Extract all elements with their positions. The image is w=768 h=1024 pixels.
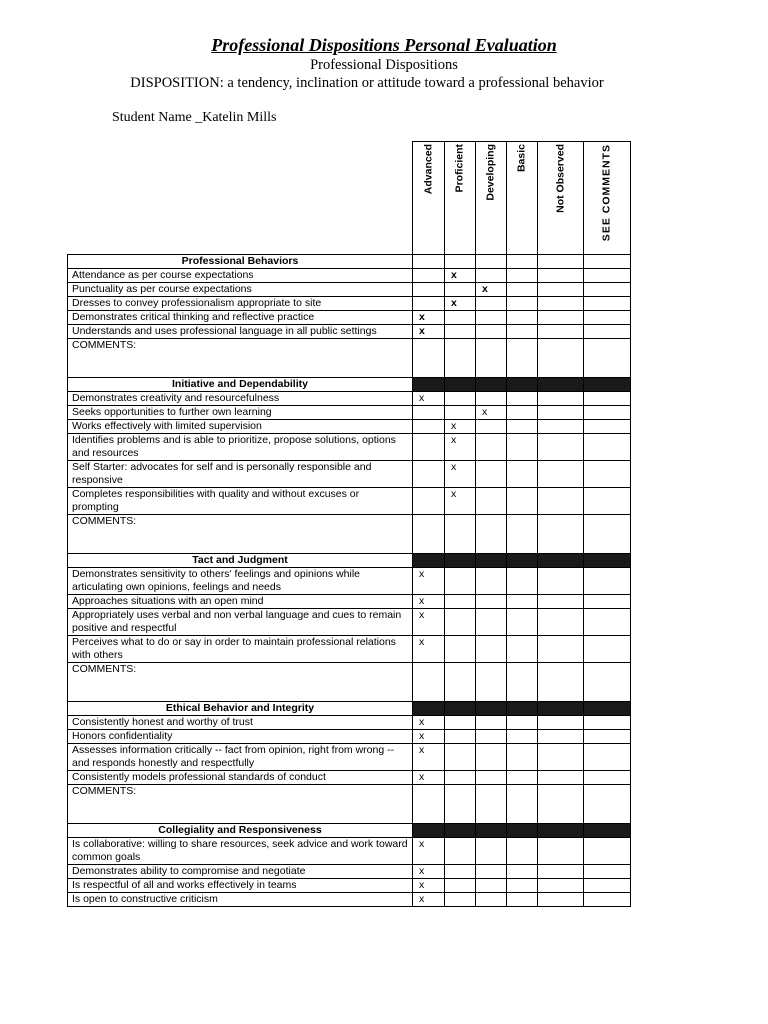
section-header-cell [584,255,631,269]
rating-mark-cell [584,311,631,325]
comments-cell [476,785,507,824]
rating-mark-cell [413,297,445,311]
rating-mark-cell [476,730,507,744]
rating-mark-cell [476,568,507,595]
rating-mark-cell [507,283,538,297]
rating-mark-cell [445,636,476,663]
section-header-cell [413,378,445,392]
section-header-cell [413,255,445,269]
comments-cell [507,785,538,824]
criterion-row [68,461,631,488]
rating-mark-cell [445,716,476,730]
criterion-text: Assesses information critically -- fact from opinion, right from wrong -- and responds honestly and respectfully [68,744,413,771]
rating-mark-cell [538,568,584,595]
section-title: Tact and Judgment [68,554,413,568]
comments-label: COMMENTS: [68,663,413,702]
rating-mark-cell [538,461,584,488]
rating-mark-cell [584,838,631,865]
rating-mark-cell [476,488,507,515]
rating-mark-cell [584,636,631,663]
rating-mark-cell: x [413,865,445,879]
rating-mark-cell [507,434,538,461]
rating-mark-cell [584,771,631,785]
criterion-text: Approaches situations with an open mind [68,595,413,609]
section-title: Ethical Behavior and Integrity [68,702,413,716]
rating-mark-cell [476,434,507,461]
rating-mark-cell [476,325,507,339]
rating-mark-cell [445,730,476,744]
rating-mark-cell [445,744,476,771]
criterion-row [68,568,631,595]
section-header-cell [476,702,507,716]
comments-cell [507,663,538,702]
rating-mark-cell [507,636,538,663]
criterion-row [68,269,631,283]
rating-mark-cell [413,461,445,488]
rating-mark-cell: x [413,595,445,609]
criterion-text: Consistently models professional standards of conduct [68,771,413,785]
rating-mark-cell [476,420,507,434]
rating-mark-cell [538,838,584,865]
rating-mark-cell: x [413,568,445,595]
rating-mark-cell [507,406,538,420]
criterion-text: Completes responsibilities with quality and without excuses or prompting [68,488,413,515]
rating-mark-cell [507,392,538,406]
rating-mark-cell [507,461,538,488]
section-header-cell [507,255,538,269]
comments-cell [507,339,538,378]
rating-mark-cell [413,283,445,297]
column-label-basic: Basic [515,144,528,173]
criterion-text: Honors confidentiality [68,730,413,744]
rating-mark-cell [476,609,507,636]
rating-mark-cell: x [413,893,445,907]
rating-mark-cell [584,461,631,488]
section-header-cell [584,554,631,568]
rating-mark-cell: x [413,311,445,325]
criterion-row [68,716,631,730]
section-header-cell [413,702,445,716]
comments-cell [584,785,631,824]
rating-mark-cell [445,406,476,420]
section-header-cell [507,702,538,716]
rating-mark-cell [584,730,631,744]
section-header-row [68,702,631,716]
criterion-row [68,283,631,297]
rating-mark-cell [476,269,507,283]
section-header-cell [445,824,476,838]
comments-cell [538,785,584,824]
rating-mark-cell [584,488,631,515]
rating-mark-cell [538,730,584,744]
rating-mark-cell [584,865,631,879]
rating-mark-cell: x [413,771,445,785]
comments-row [68,663,631,702]
rating-mark-cell [445,311,476,325]
section-header-cell [476,824,507,838]
rating-mark-cell [584,297,631,311]
criterion-row [68,609,631,636]
criterion-row [68,325,631,339]
section-header-cell [538,554,584,568]
rating-mark-cell [476,716,507,730]
rating-mark-cell [538,297,584,311]
rating-mark-cell: x [445,461,476,488]
comments-cell [476,663,507,702]
rating-mark-cell: x [445,297,476,311]
rating-mark-cell [507,771,538,785]
comments-cell [538,339,584,378]
rating-mark-cell: x [413,744,445,771]
student-name: Student Name _Katelin Mills [112,110,277,125]
rating-mark-cell [507,488,538,515]
criterion-row [68,893,631,907]
criterion-row [68,311,631,325]
rating-mark-cell [584,893,631,907]
rating-mark-cell [538,609,584,636]
criterion-text: Demonstrates sensitivity to others' feelings and opinions while articulating own opinions, feelings and needs [68,568,413,595]
rating-mark-cell [538,392,584,406]
section-header-cell [445,554,476,568]
column-header-see-comments [584,142,631,255]
column-label-advanced: Advanced [422,144,434,195]
rating-mark-cell [413,269,445,283]
rating-mark-cell [476,744,507,771]
rating-mark-cell [476,636,507,663]
comments-cell [538,515,584,554]
rating-mark-cell [445,283,476,297]
rating-mark-cell [584,595,631,609]
rating-mark-cell [584,406,631,420]
rating-mark-cell [507,716,538,730]
criterion-row [68,730,631,744]
rating-mark-cell [538,744,584,771]
section-header-cell [584,824,631,838]
section-header-row [68,255,631,269]
criterion-text: Works effectively with limited supervision [68,420,413,434]
section-header-cell [538,378,584,392]
criterion-text: Demonstrates ability to compromise and negotiate [68,865,413,879]
rating-mark-cell [476,865,507,879]
comments-cell [413,515,445,554]
rating-mark-cell: x [413,636,445,663]
criterion-text: Identifies problems and is able to prioritize, propose solutions, options and resources [68,434,413,461]
disposition-definition: DISPOSITION: a tendency, inclination or attitude toward a professional behavior [130,75,604,91]
column-header-not-observed [538,142,584,255]
section-header-cell [584,702,631,716]
section-header-cell [538,702,584,716]
rating-mark-cell [538,283,584,297]
rating-mark-cell [445,325,476,339]
criterion-row [68,297,631,311]
rating-mark-cell: x [476,406,507,420]
rating-mark-cell [538,269,584,283]
comments-cell [413,339,445,378]
column-header-basic [507,142,538,255]
rating-mark-cell [584,879,631,893]
rating-mark-cell [445,771,476,785]
rating-mark-cell [413,434,445,461]
rating-mark-cell [507,269,538,283]
rating-mark-cell [476,461,507,488]
criterion-text: Perceives what to do or say in order to maintain professional relations with others [68,636,413,663]
rating-mark-cell [507,879,538,893]
criterion-text: Self Starter: advocates for self and is personally responsible and responsive [68,461,413,488]
comments-cell [584,663,631,702]
rating-mark-cell: x [413,730,445,744]
rating-mark-cell [538,716,584,730]
comments-cell [476,339,507,378]
rating-mark-cell [507,595,538,609]
comments-label: COMMENTS: [68,515,413,554]
comments-row [68,515,631,554]
comments-cell [413,663,445,702]
evaluation-table [67,141,631,907]
rating-mark-cell [476,838,507,865]
rating-mark-cell [538,420,584,434]
rating-mark-cell [584,392,631,406]
comments-cell [445,785,476,824]
criterion-text: Is open to constructive criticism [68,893,413,907]
section-header-cell [445,255,476,269]
rating-mark-cell: x [445,420,476,434]
rating-mark-cell [584,744,631,771]
rating-mark-cell [538,865,584,879]
rating-mark-cell [476,771,507,785]
rating-mark-cell [507,297,538,311]
section-header-cell [445,702,476,716]
rating-mark-cell [538,406,584,420]
column-header-developing [476,142,507,255]
comments-row [68,785,631,824]
section-header-cell [538,255,584,269]
section-header-cell [507,378,538,392]
rating-mark-cell [413,406,445,420]
rating-mark-cell [476,392,507,406]
rating-mark-cell [538,636,584,663]
comments-label: COMMENTS: [68,785,413,824]
rating-mark-cell: x [445,434,476,461]
criterion-row [68,744,631,771]
rating-mark-cell [584,568,631,595]
rating-mark-cell [507,838,538,865]
rating-mark-cell [507,325,538,339]
section-header-cell [413,554,445,568]
rating-mark-cell: x [445,269,476,283]
rating-mark-cell [445,865,476,879]
rating-mark-cell [507,730,538,744]
section-header-cell [413,824,445,838]
comments-cell [507,515,538,554]
comments-label: COMMENTS: [68,339,413,378]
comments-cell [445,339,476,378]
criterion-text: Appropriately uses verbal and non verbal language and cues to remain positive and respectful [68,609,413,636]
comments-cell [476,515,507,554]
rating-mark-cell [507,420,538,434]
criterion-row [68,636,631,663]
section-header-cell [507,824,538,838]
column-header-advanced [413,142,445,255]
rating-mark-cell [538,311,584,325]
rating-mark-cell [584,609,631,636]
rating-mark-cell [584,325,631,339]
rating-mark-cell [538,434,584,461]
rating-mark-cell [584,434,631,461]
document-title: Professional Dispositions Personal Evaluation [211,35,557,55]
section-title: Collegiality and Responsiveness [68,824,413,838]
rating-mark-cell: x [476,283,507,297]
column-label-proficient: Proficient [453,144,466,193]
criterion-row [68,406,631,420]
criterion-row [68,838,631,865]
section-title: Professional Behaviors [68,255,413,269]
rating-mark-cell [476,879,507,893]
criterion-row [68,488,631,515]
rating-mark-cell [476,893,507,907]
rating-mark-cell [413,488,445,515]
rating-mark-cell: x [413,716,445,730]
rating-mark-cell [507,865,538,879]
comments-cell [445,663,476,702]
criterion-row [68,595,631,609]
rating-mark-cell [538,771,584,785]
section-header-cell [584,378,631,392]
comments-cell [413,785,445,824]
comments-cell [445,515,476,554]
section-header-cell [507,554,538,568]
rating-mark-cell [584,283,631,297]
criterion-row [68,879,631,893]
criterion-row [68,771,631,785]
comments-cell [538,663,584,702]
criterion-row [68,420,631,434]
document-subtitle: Professional Dispositions [310,57,458,73]
rating-mark-cell [538,325,584,339]
rating-mark-cell [538,893,584,907]
rating-mark-cell: x [413,609,445,636]
criterion-text: Demonstrates critical thinking and reflective practice [68,311,413,325]
rating-mark-cell [538,595,584,609]
rating-mark-cell [476,297,507,311]
section-header-cell [445,378,476,392]
rating-mark-cell [445,392,476,406]
section-header-cell [476,255,507,269]
comments-row [68,339,631,378]
rating-mark-cell [413,420,445,434]
criterion-text: Dresses to convey professionalism appropriate to site [68,297,413,311]
criterion-row [68,434,631,461]
rating-mark-cell: x [413,325,445,339]
section-header-cell [476,378,507,392]
rating-mark-cell [507,893,538,907]
comments-cell [584,515,631,554]
rating-mark-cell [507,311,538,325]
section-header-row [68,554,631,568]
rating-mark-cell [507,609,538,636]
rating-mark-cell: x [413,392,445,406]
rating-mark-cell [476,595,507,609]
section-header-cell [476,554,507,568]
rating-mark-cell [445,838,476,865]
column-label-developing: Developing [484,144,497,201]
criterion-text: Punctuality as per course expectations [68,283,413,297]
criterion-text: Attendance as per course expectations [68,269,413,283]
column-label-see-comments: SEE COMMENTS [600,144,613,242]
rating-mark-cell [445,893,476,907]
section-header-row [68,824,631,838]
rating-mark-cell: x [413,838,445,865]
rating-mark-cell [445,879,476,893]
rating-mark-cell [538,488,584,515]
rating-mark-cell [584,716,631,730]
criterion-text: Demonstrates creativity and resourcefulness [68,392,413,406]
header-blank-cell [68,142,413,255]
criterion-text: Is collaborative: willing to share resources, seek advice and work toward common goals [68,838,413,865]
rating-mark-cell: x [413,879,445,893]
rating-mark-cell [445,568,476,595]
rating-mark-cell: x [445,488,476,515]
criterion-text: Seeks opportunities to further own learning [68,406,413,420]
section-title: Initiative and Dependability [68,378,413,392]
rating-mark-cell [584,420,631,434]
criterion-text: Consistently honest and worthy of trust [68,716,413,730]
rating-mark-cell [538,879,584,893]
rating-mark-cell [445,609,476,636]
criterion-text: Understands and uses professional language in all public settings [68,325,413,339]
column-header-proficient [445,142,476,255]
rating-header-row [68,142,631,255]
criterion-row [68,392,631,406]
criterion-text: Is respectful of all and works effectively in teams [68,879,413,893]
criterion-row [68,865,631,879]
section-header-row [68,378,631,392]
rating-mark-cell [507,568,538,595]
rating-mark-cell [476,311,507,325]
section-header-cell [538,824,584,838]
rating-mark-cell [445,595,476,609]
evaluation-table-body [68,142,631,907]
comments-cell [584,339,631,378]
rating-mark-cell [507,744,538,771]
rating-mark-cell [584,269,631,283]
column-label-not-observed: Not Observed [554,144,566,213]
